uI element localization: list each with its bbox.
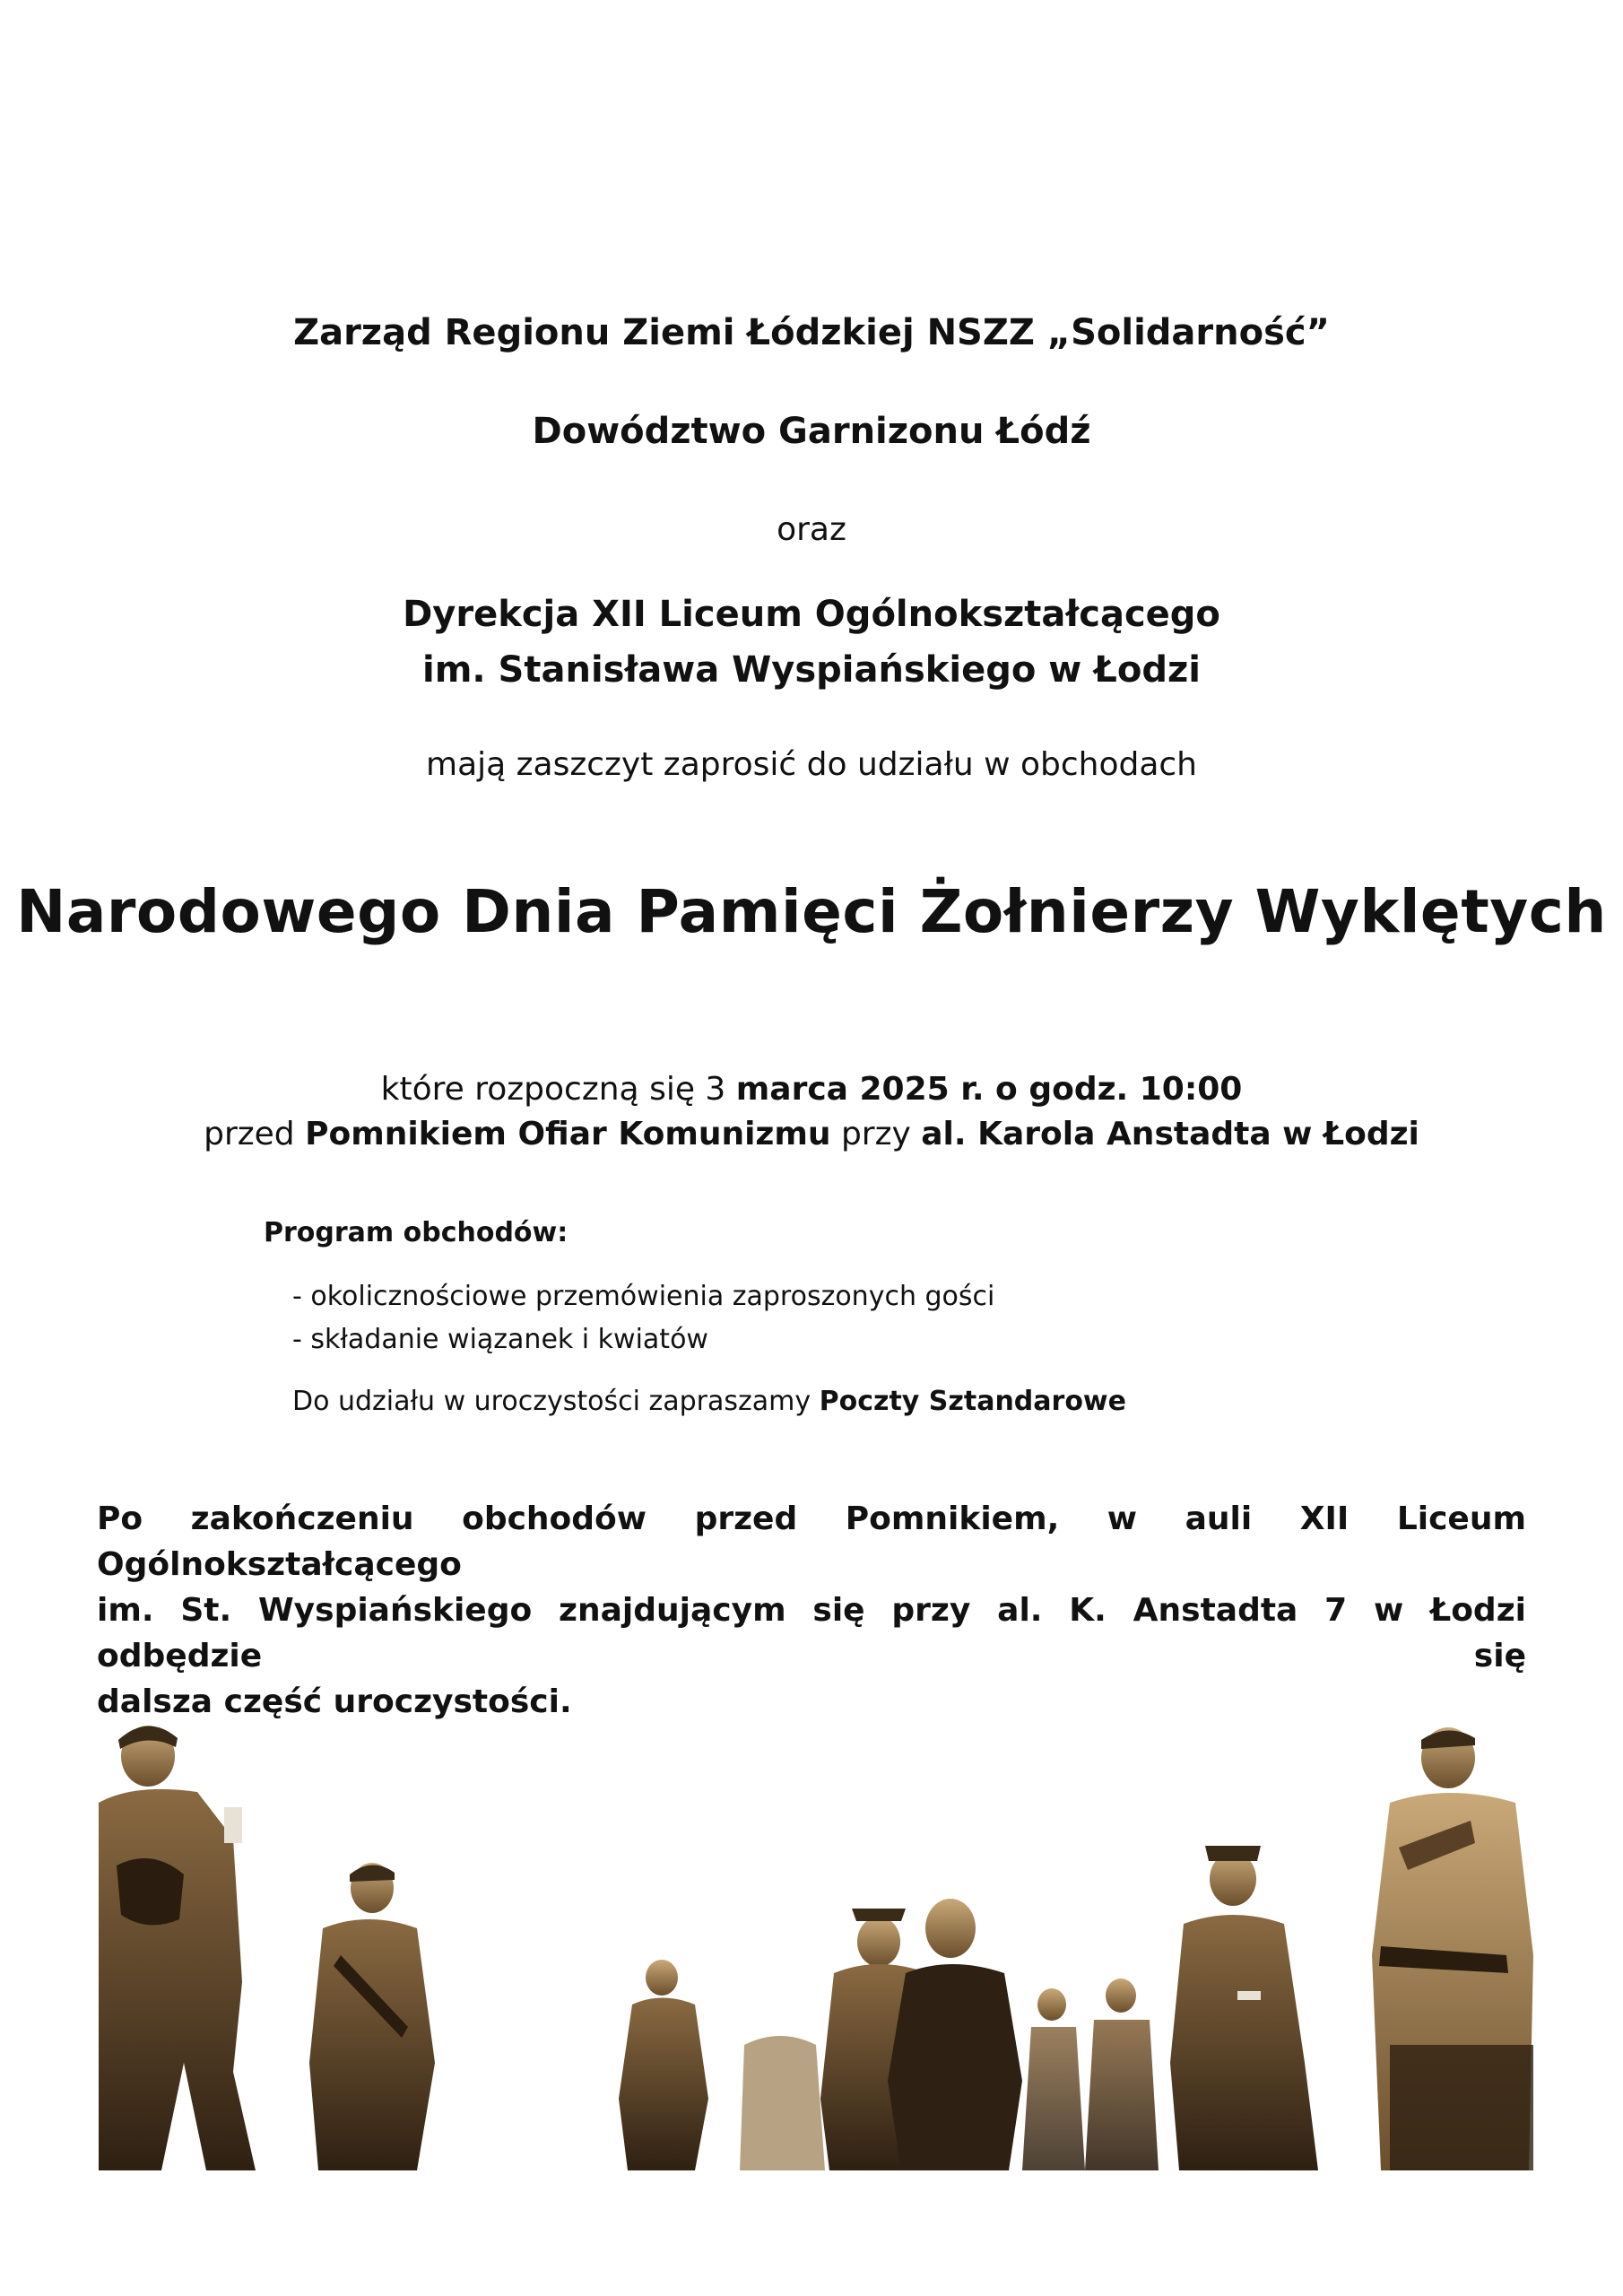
conjunction-oraz: oraz [777,511,846,548]
closing-line: im. St. Wyspiańskiego znajdującym się przy al. K. Anstadta 7 w Łodzi odbędzie się [97,1592,1526,1674]
program-item: - okolicznościowe przemówienia zaproszonych gości [292,1281,995,1312]
organizer-school-line2: im. Stanisława Wyspiańskiego w Łodzi [422,649,1201,691]
soldier-figure [619,1960,825,2170]
closing-line: dalsza część uroczystości. [97,1683,572,1720]
soldiers-photo [99,1686,1533,2170]
where-place: Pomnikiem Ofiar Komunizmu [305,1116,831,1152]
organizer-school-line1: Dyrekcja XII Liceum Ogólnokształcącego [403,594,1220,635]
soldier-figure [99,1726,256,2170]
event-where [0,1116,1623,1152]
soldier-figure [888,1899,1022,2170]
where-street: al. Karola Anstadta w Łodzi [921,1116,1419,1152]
when-prefix: które rozpoczną się 3 [380,1071,736,1108]
program-title: Program obchodów: [264,1217,568,1248]
where-p2: przy [830,1116,922,1152]
poczty-bold: Poczty Sztandarowe [819,1386,1126,1417]
soldier-figure [1372,1727,1533,2170]
where-p1: przed [204,1116,306,1152]
event-title: Narodowego Dnia Pamięci Żołnierzy Wyklętych [16,877,1607,946]
organizer-solidarnosc: Zarząd Regionu Ziemi Łódzkiej NSZZ „Solidarność” [293,312,1330,353]
event-when [0,1071,1623,1108]
poczty-invite [292,1386,1126,1417]
closing-line: Po zakończeniu obchodów przed Pomnikiem, w auli XII Liceum Ogólnokształcącego [97,1500,1526,1583]
when-date-time: marca 2025 r. o godz. 10:00 [735,1071,1243,1108]
soldier-figure [309,1863,435,2170]
program-item: - składanie wiązanek i kwiatów [292,1324,708,1355]
organizer-garrison: Dowództwo Garnizonu Łódź [532,411,1091,452]
poczty-prefix: Do udziału w uroczystości zapraszamy [292,1386,820,1417]
soldier-figure [1170,1846,1318,2170]
soldier-figure [1022,1979,1159,2170]
invitation-text: mają zaszczyt zaprosić do udziału w obchodach [426,746,1197,783]
